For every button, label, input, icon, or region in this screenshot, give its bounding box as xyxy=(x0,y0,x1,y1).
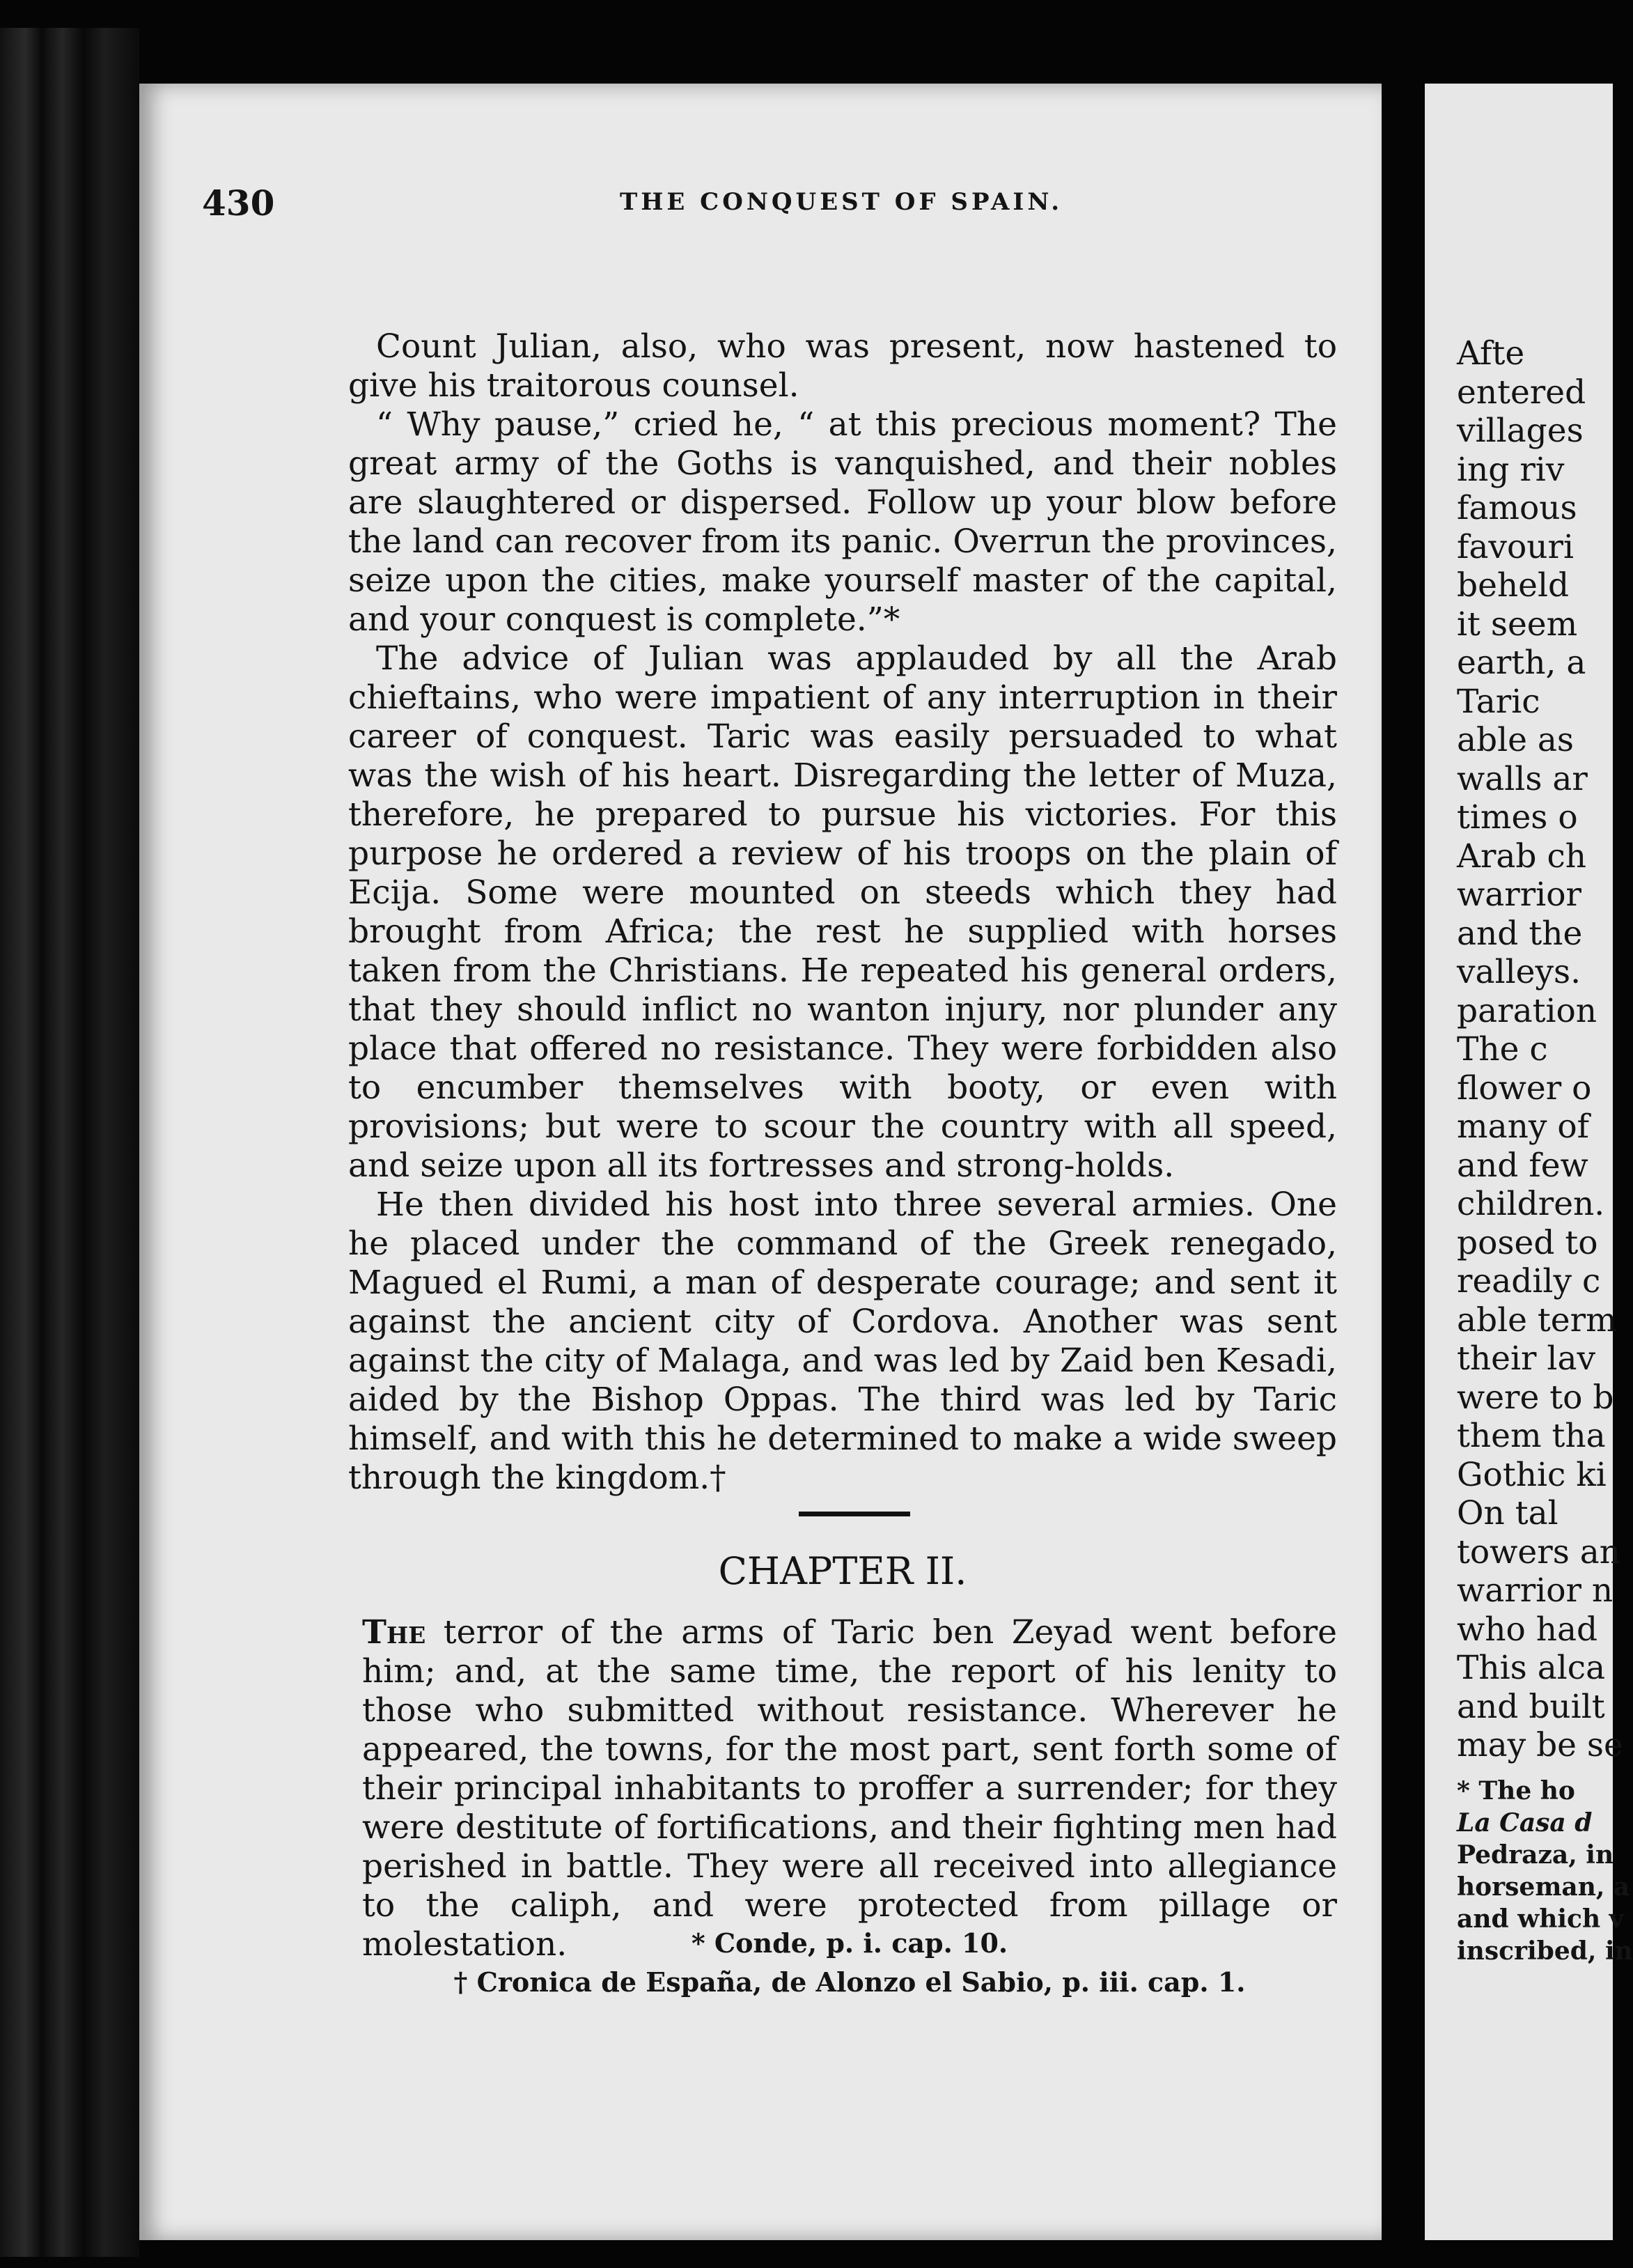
right-page-line: ing riv xyxy=(1457,450,1565,489)
footnotes xyxy=(362,1924,1337,2002)
right-page-line: Afte xyxy=(1457,334,1525,373)
right-page-line: villages xyxy=(1457,412,1584,450)
body-text xyxy=(348,327,1337,1498)
right-page-line: towers an xyxy=(1457,1532,1621,1571)
paragraph: Count Julian, also, who was present, now hastened to give his traitorous counsel. xyxy=(348,327,1337,405)
right-page-line: Gothic ki xyxy=(1457,1455,1607,1494)
right-page-line: posed to xyxy=(1457,1223,1598,1262)
right-page-line: and built xyxy=(1457,1687,1605,1726)
section-divider xyxy=(799,1512,910,1516)
right-page-line: readily c xyxy=(1457,1262,1601,1300)
right-page-line: able term xyxy=(1457,1300,1617,1339)
right-page-line: paration xyxy=(1457,991,1597,1030)
right-page-line: times o xyxy=(1457,798,1578,837)
right-page-line: Arab ch xyxy=(1457,837,1587,876)
right-page-line: them tha xyxy=(1457,1417,1606,1455)
paragraph: The advice of Julian was applauded by all the Arab chieftains, who were impatient of any interruption in their career of conquest. Taric was easily persuaded to what was the wish of his heart. Disregarding the letter of Muza, therefore, he prepared to pursue his victories. For this purpose he ordered a review of his troops on the plain of Ecija. Some were mounted on steeds which they had brought from Africa; the rest he supplied with horses taken from the Christians. He repeated his general orders, that they should inflict no wanton injury, nor plunder any place that offered no resistance. They were forbidden also to encumber themselves with booty, or even with provisions; but were to scour the country with all speed, and seize upon all its fortresses and strong-holds. xyxy=(348,639,1337,1185)
right-page-line: were to b xyxy=(1457,1378,1614,1417)
right-page-line: entered xyxy=(1457,373,1586,412)
chapter-heading: CHAPTER II. xyxy=(718,1549,967,1593)
right-page-note-line: Pedraza, in xyxy=(1457,1840,1614,1870)
right-page-line: warrior n xyxy=(1457,1571,1614,1610)
right-page-line: The c xyxy=(1457,1030,1548,1069)
right-page-line: warrior xyxy=(1457,876,1581,914)
drop-word: The xyxy=(362,1613,426,1652)
right-page-line: and few xyxy=(1457,1146,1588,1185)
running-head xyxy=(202,182,1330,231)
right-page-line: earth, a xyxy=(1457,644,1586,682)
right-page-line: children. xyxy=(1457,1185,1605,1223)
right-page-line: On tal xyxy=(1457,1494,1558,1532)
right-page-note-line: La Casa d xyxy=(1457,1808,1593,1838)
right-page-line: may be se xyxy=(1457,1726,1623,1764)
book-binding xyxy=(0,28,139,2257)
chapter-paragraph xyxy=(362,1613,1337,1964)
right-page-line: who had xyxy=(1457,1610,1598,1649)
right-page-line: beheld xyxy=(1457,566,1570,605)
right-page-line: many of xyxy=(1457,1108,1590,1146)
chapter-paragraph-body: terror of the arms of Taric ben Zeyad went before him; and, at the same time, the report of his lenity to those who submitted without resistance. Wherever he appeared, the towns, for the most part, sent forth some of their principal inhabitants to proffer a surrender; for they were destitute of fortifications, and their fighting men had perished in battle. They were all received into allegiance to the caliph, and were protected from pillage or molestation. xyxy=(362,1613,1337,1964)
right-page-text xyxy=(1457,334,1623,1765)
right-page-line: and the xyxy=(1457,914,1583,953)
running-title: THE CONQUEST OF SPAIN. xyxy=(620,188,1063,216)
paragraph: He then divided his host into three several armies. One he placed under the command of the Greek renegado, Magued el Rumi, a man of desperate courage; and sent it against the ancient city of Cordova. Another was sent against the city of Malaga, and was led by Zaid ben Kesadi, aided by the Bishop Oppas. The third was led by Taric himself, and with this he determined to make a wide sweep through the kingdom.† xyxy=(348,1186,1337,1497)
page-number: 430 xyxy=(202,182,275,224)
paragraph: “ Why pause,” cried he, “ at this precious moment? The great army of the Goths is vanquished, and their nobles are slaughtered or dispersed. Follow up your blow before the land can recover from its panic. Overrun the provinces, seize upon the cities, make yourself master of the capital, and your conquest is complete.”* xyxy=(348,405,1337,639)
right-page-line: able as xyxy=(1457,721,1575,759)
right-page-line: famous xyxy=(1457,489,1577,527)
footnote: * Conde, p. i. cap. 10. xyxy=(691,1927,1008,1959)
right-page-line: favouri xyxy=(1457,527,1575,566)
right-page-line: flower o xyxy=(1457,1069,1592,1108)
right-page-line: Taric xyxy=(1457,682,1540,721)
right-page-line: valleys. xyxy=(1457,953,1581,991)
right-page-line: This alca xyxy=(1457,1649,1606,1687)
footnote: † Cronica de España, de Alonzo el Sabio, p. iii. cap. 1. xyxy=(453,1966,1246,1998)
right-page-note-line: * The ho xyxy=(1457,1776,1575,1805)
right-page-note-line: inscribed, in xyxy=(1457,1936,1633,1966)
right-page-note-line: and which v xyxy=(1457,1904,1624,1934)
right-page-line: walls ar xyxy=(1457,759,1588,798)
right-page-line: their lav xyxy=(1457,1339,1596,1378)
chapter-text xyxy=(362,1613,1337,1964)
right-page-footnotes xyxy=(1457,1775,1633,1967)
right-page-note-line: horseman, a xyxy=(1457,1872,1630,1902)
right-page-line: it seem xyxy=(1457,605,1578,644)
